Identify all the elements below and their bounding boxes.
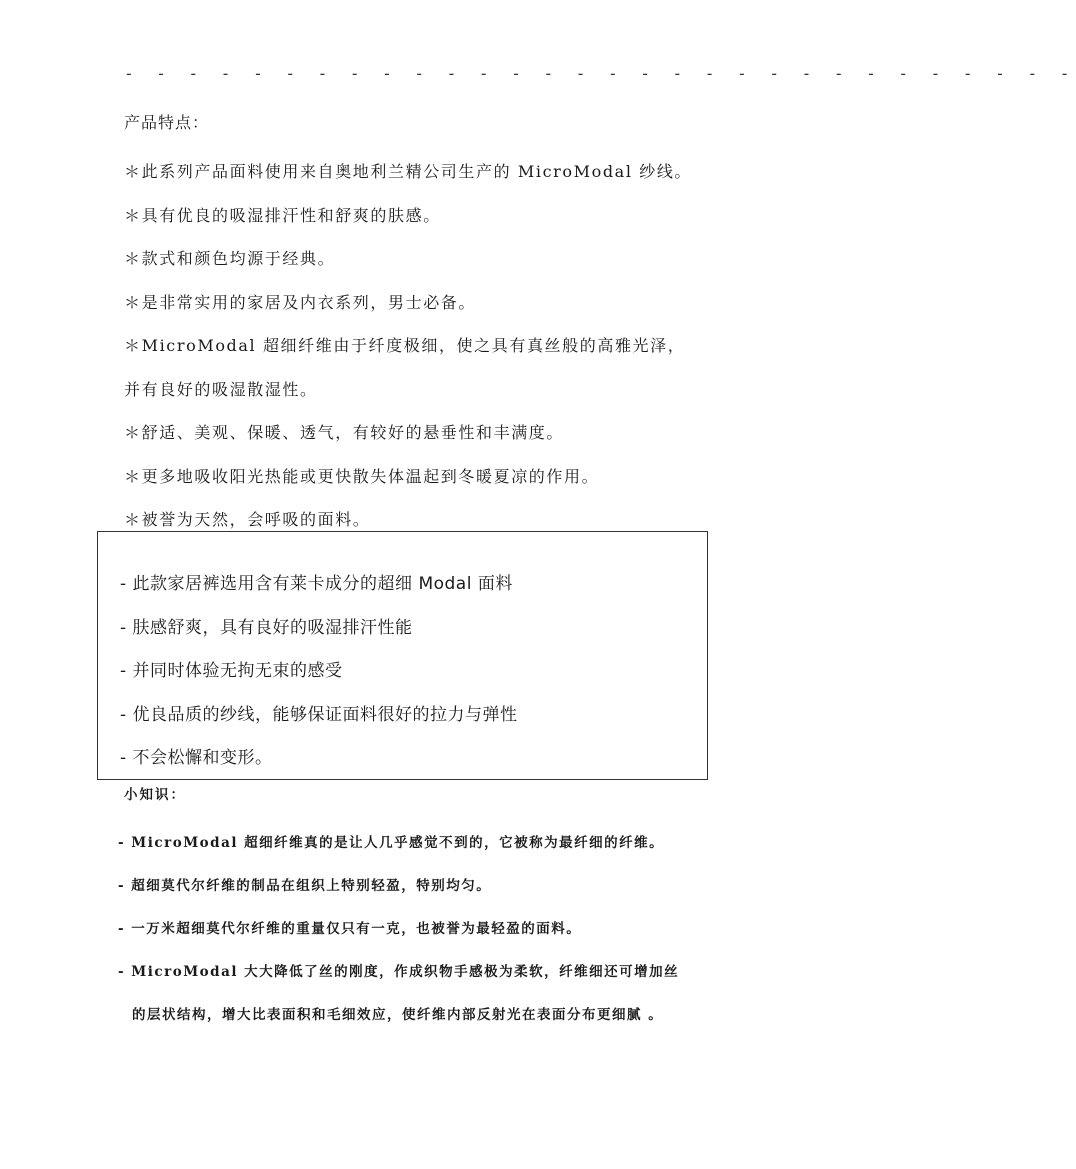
- box-line: - 优良品质的纱线，能够保证面料很好的拉力与弹性: [120, 704, 518, 725]
- feature-line: ＊此系列产品面料使用来自奥地利兰精公司生产的 MicroModal 纱线。: [124, 162, 693, 181]
- features-list: [124, 150, 724, 542]
- box-line: - 并同时体验无拘无束的感受: [120, 661, 343, 681]
- knowledge-list: [118, 822, 718, 1037]
- feature-line: ＊是非常实用的家居及内衣系列，男士必备。: [124, 292, 477, 312]
- feature-line: ＊舒适、美观、保暖、透气，有较好的悬垂性和丰满度。: [124, 423, 565, 442]
- dashed-separator: - - - - - - - - - - - - - - - - - - - - - - - - - - - - - -: [124, 64, 1076, 83]
- knowledge-line: - MicroModal 大大降低了丝的刚度，作成织物手感极为柔软，纤维细还可增加丝: [118, 964, 680, 980]
- knowledge-line: 的层状结构，增大比表面积和毛细效应，使纤维内部反射光在表面分布更细腻 。: [132, 1007, 664, 1023]
- feature-line: ＊更多地吸收阳光热能或更快散失体温起到冬暖夏凉的作用。: [124, 466, 600, 486]
- feature-line: ＊具有优良的吸湿排汗性和舒爽的肤感。: [124, 205, 441, 225]
- knowledge-line: - 超细莫代尔纤维的制品在组织上特别轻盈，特别均匀。: [118, 878, 492, 894]
- knowledge-line: - 一万米超细莫代尔纤维的重量仅只有一克，也被誉为最轻盈的面料。: [118, 921, 582, 937]
- product-description-box: [97, 531, 708, 780]
- feature-line: 并有良好的吸湿散湿性。: [124, 379, 318, 399]
- feature-line: ＊被誉为天然，会呼吸的面料。: [124, 510, 371, 529]
- box-line: - 不会松懈和变形。: [120, 748, 273, 768]
- features-heading: 产品特点：: [124, 113, 210, 132]
- box-line: - 此款家居裤选用含有莱卡成分的超细 Modal 面料: [120, 574, 513, 594]
- box-line: - 肤感舒爽，具有良好的吸湿排汗性能: [120, 617, 413, 638]
- knowledge-heading: 小知识：: [124, 787, 186, 803]
- box-lines: [120, 563, 518, 781]
- feature-line: ＊MicroModal 超细纤维由于纤度极细，使之具有真丝般的高雅光泽，: [124, 336, 686, 355]
- feature-line: ＊款式和颜色均源于经典。: [124, 249, 336, 268]
- knowledge-line: - MicroModal 超细纤维真的是让人几乎感觉不到的，它被称为最纤细的纤维。: [118, 835, 665, 851]
